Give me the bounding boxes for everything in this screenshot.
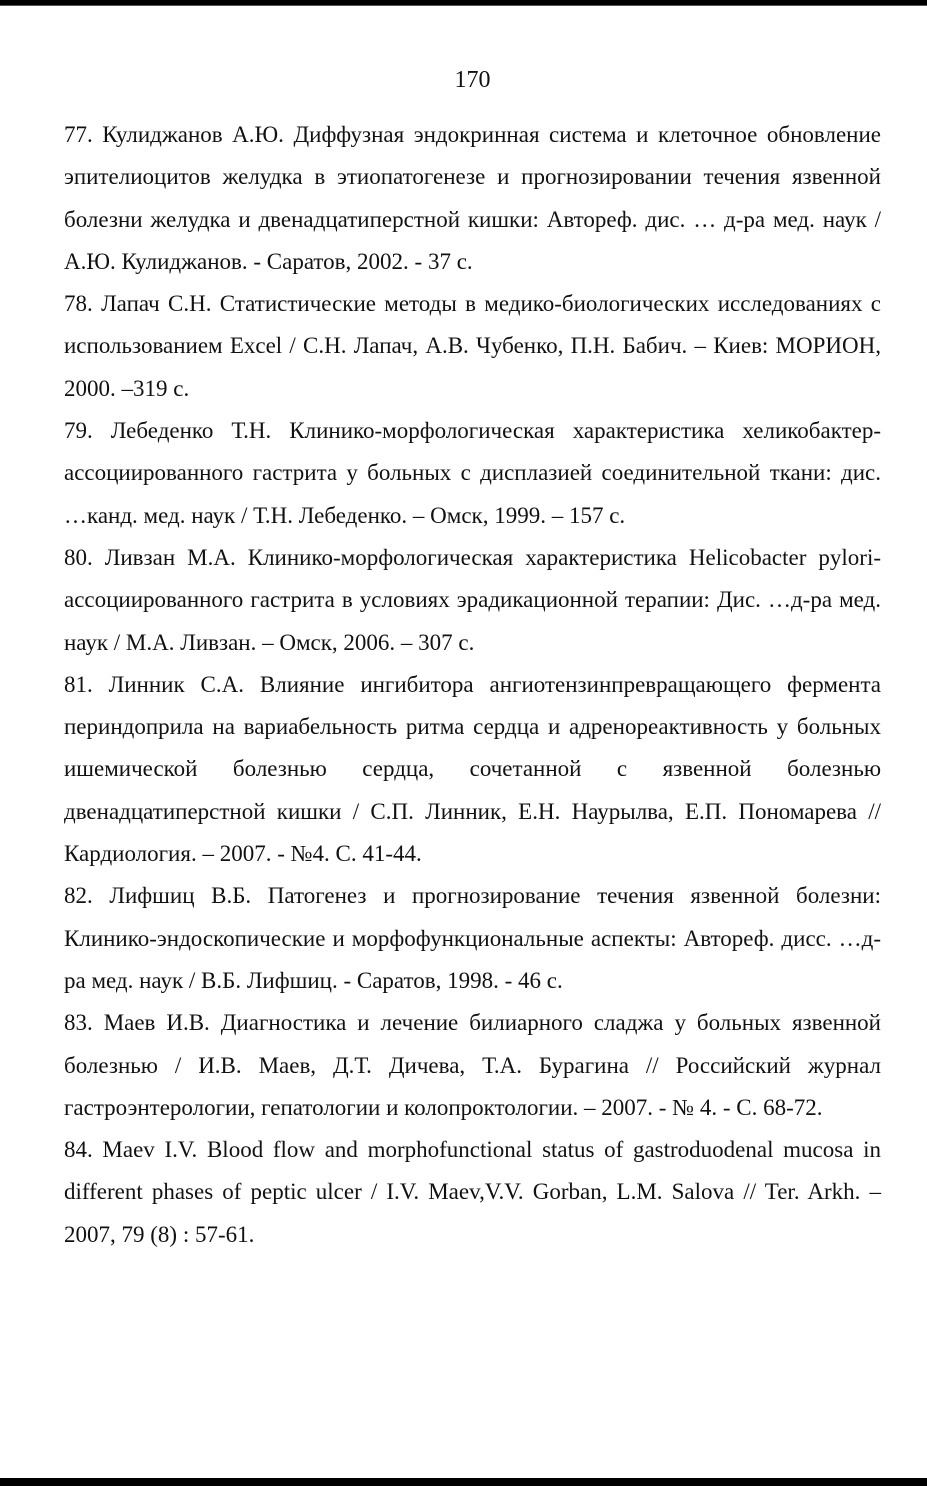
reference-item-80: 80. Ливзан М.А. Клинико-морфологическая характеристика Helicobacter pylori-ассоциированного гастрита в условиях эрадикационной терапии: Дис. …д-ра мед. наук / М.А. Ливзан. – Омск, 2006. – 307 с.	[64, 544, 881, 655]
page-number: 170	[454, 67, 491, 93]
top-border-rule-thin	[0, 5, 927, 6]
reference-item-79: 79. Лебеденко Т.Н. Клинико-морфологическая характеристика хеликобактер-ассоциированного гастрита у больных с дисплазией соединительной ткани: дис. …канд. мед. наук / Т.Н. Лебеденко. – Омск, 1999. – 157 с.	[64, 418, 881, 528]
reference-list	[64, 114, 881, 1256]
reference-item-83: 83. Маев И.В. Диагностика и лечение билиарного сладжа у больных язвенной болезнью / И.В. Маев, Д.Т. Дичева, Т.А. Бурагина // Российский журнал гастроэнтерологии, гепатологии и колопроктологии. – 2007. - № 4. - С. 68-72.	[64, 1010, 881, 1120]
reference-item-82: 82. Лифшиц В.Б. Патогенез и прогнозирование течения язвенной болезни: Клинико-эндоскопические и морфофункциональные аспекты: Автореф. дисс. …д-ра мед. наук / В.Б. Лифшиц. - Саратов, 1998. - 46 с.	[64, 883, 881, 993]
document-page	[64, 58, 881, 1256]
reference-item-77: 77. Кулиджанов А.Ю. Диффузная эндокринная система и клеточное обновление эпителиоцитов желудка в этиопатогенезе и прогнозировании течения язвенной болезни желудка и двенадцатиперстной кишки: Автореф. дис. … д-ра мед. наук / А.Ю. Кулиджанов. - Саратов, 2002. - 37 с.	[64, 122, 881, 274]
reference-item-81: 81. Линник С.А. Влияние ингибитора ангиотензинпревращающего фермента периндоприла на вариабельность ритма сердца и адренореактивность у больных ишемической болезнью сердца, сочетанной с язвенной болезнью двенадцатиперстной кишки / С.П. Линник, Е.Н. Наурылва, Е.П. Пономарева // Кардиология. – 2007. - №4. С. 41-44.	[64, 671, 881, 867]
reference-item-84: 84. Maev I.V. Blood flow and morphofunctional status of gastroduodenal mucosa in different phases of peptic ulcer / I.V. Maev,V.V. Gorban, L.M. Salova // Ter. Arkh. – 2007, 79 (8) : 57-61.	[64, 1137, 881, 1247]
reference-item-78: 78. Лапач С.Н. Статистические методы в медико-биологических исследованиях с использованием Excel / С.Н. Лапач, А.В. Чубенко, П.Н. Бабич. – Киев: МОРИОН, 2000. –319 с.	[64, 291, 881, 401]
bottom-border-rule	[0, 1478, 927, 1486]
